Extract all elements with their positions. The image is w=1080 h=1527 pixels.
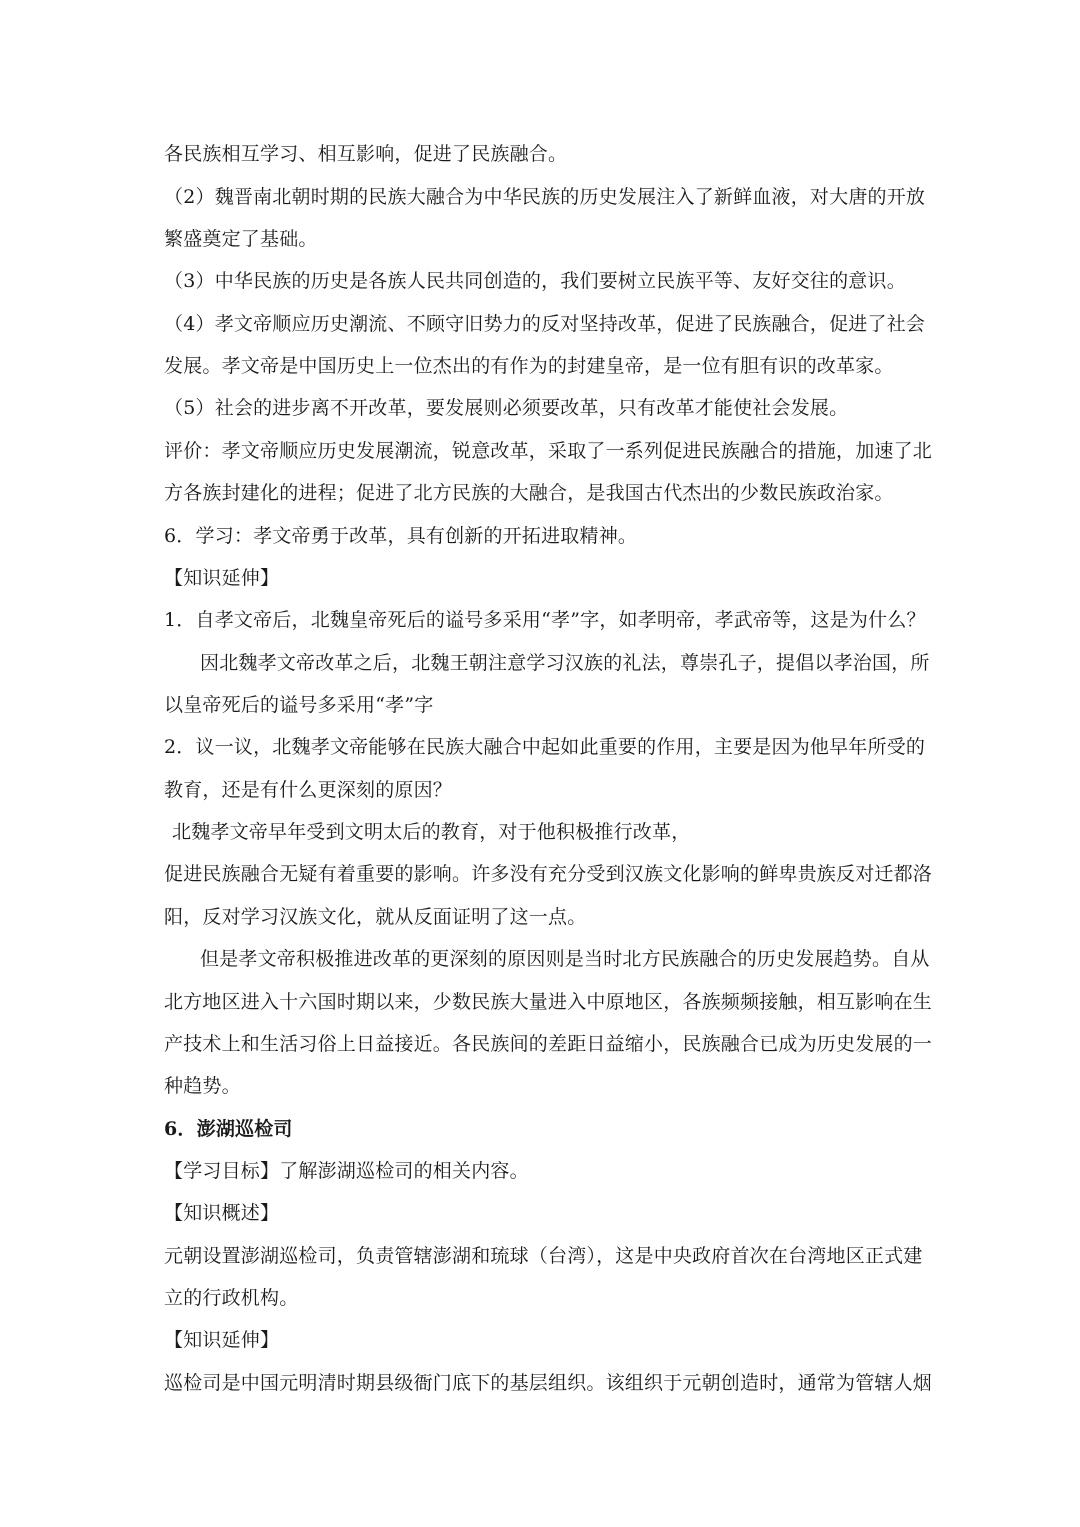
paragraph-line: 元朝设置澎湖巡检司，负责管辖澎湖和琉球（台湾），这是中央政府首次在台湾地区正式建 [164, 1245, 923, 1267]
answer-line: 北方地区进入十六国时期以来，少数民族大量进入中原地区，各族频频接触，相互影响在生 [164, 991, 933, 1013]
paragraph-line: （2）魏晋南北朝时期的民族大融合为中华民族的历史发展注入了新鲜血液，对大唐的开放 [164, 186, 926, 208]
question-line: 2．议一议，北魏孝文帝能够在民族大融合中起如此重要的作用，主要是因为他早年所受的 [164, 736, 926, 758]
topic-heading: 6．澎湖巡检司 [164, 1118, 293, 1140]
answer-line: 北魏孝文帝早年受到文明太后的教育，对于他积极推行改革， [172, 821, 691, 843]
answer-line: 因北魏孝文帝改革之后，北魏王朝注意学习汉族的礼法，尊崇孔子，提倡以孝治国，所 [200, 652, 930, 674]
section-heading: 【知识延伸】 [164, 1329, 280, 1351]
question-line: 1．自孝文帝后，北魏皇帝死后的谥号多采用“孝”字，如孝明帝，孝武帝等，这是为什么？ [164, 609, 926, 631]
paragraph-line: 6．学习：孝文帝勇于改革，具有创新的开拓进取精神。 [164, 525, 638, 547]
answer-line: 以皇帝死后的谥号多采用“孝”字 [164, 694, 434, 716]
paragraph-line: （5）社会的进步离不开改革，要发展则必须要改革，只有改革才能使社会发展。 [164, 397, 849, 419]
section-heading: 【知识概述】 [164, 1202, 280, 1224]
paragraph-line: 繁盛奠定了基础。 [164, 228, 318, 250]
question-line: 教育，还是有什么更深刻的原因？ [164, 779, 453, 801]
paragraph-line: 方各族封建化的进程；促进了北方民族的大融合，是我国古代杰出的少数民族政治家。 [164, 482, 894, 504]
answer-line: 产技术上和生活习俗上日益接近。各民族间的差距日益缩小，民族融合已成为历史发展的一 [164, 1033, 933, 1055]
answer-line: 但是孝文帝积极推进改革的更深刻的原因则是当时北方民族融合的历史发展趋势。自从 [200, 948, 930, 970]
paragraph-line: （4）孝文帝顺应历史潮流、不顾守旧势力的反对坚持改革，促进了民族融合，促进了社会 [164, 313, 926, 335]
answer-line: 促进民族融合无疑有着重要的影响。许多没有充分受到汉族文化影响的鲜卑贵族反对迁都洛 [164, 863, 933, 885]
paragraph-line: 各民族相互学习、相互影响，促进了民族融合。 [164, 143, 568, 165]
answer-line: 种趋势。 [164, 1075, 241, 1097]
paragraph-line: 巡检司是中国元明清时期县级衙门底下的基层组织。该组织于元朝创造时，通常为管辖人烟 [164, 1372, 933, 1394]
section-heading: 【知识延伸】 [164, 567, 280, 589]
learning-goal: 【学习目标】了解澎湖巡检司的相关内容。 [164, 1160, 529, 1182]
paragraph-line: 发展。孝文帝是中国历史上一位杰出的有作为的封建皇帝，是一位有胆有识的改革家。 [164, 355, 894, 377]
paragraph-line: （3）中华民族的历史是各族人民共同创造的，我们要树立民族平等、友好交往的意识。 [164, 270, 906, 292]
answer-line: 阳，反对学习汉族文化，就从反面证明了这一点。 [164, 906, 587, 928]
paragraph-line: 评价：孝文帝顺应历史发展潮流，锐意改革，采取了一系列促进民族融合的措施，加速了北 [164, 440, 933, 462]
paragraph-line: 立的行政机构。 [164, 1287, 299, 1309]
